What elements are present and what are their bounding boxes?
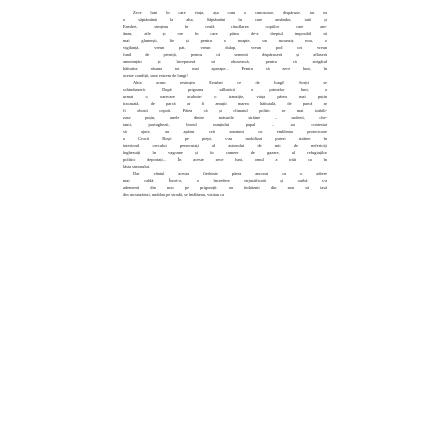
- text-line: a Crucii Roșii pe piept, s-au mobilizat puteri străine în: [123, 136, 327, 141]
- paragraph: [123, 79, 327, 170]
- text-line: să ajute, au apărut ceii anonimi cu emblema protectoare: [123, 129, 327, 134]
- text-line: schimbaseră. După prigoana sălbatică a primelor luni, a: [123, 87, 327, 92]
- text-line: Abia acum resimțea Ernsbet ce de lungi! Sorții se: [133, 80, 327, 85]
- text-line: mai glumești, fie și pentru o noapte, un ascunziș nou, o: [123, 38, 327, 43]
- text-line: o săptămână la alta. Săptămâni în care amândoi, tată și: [123, 17, 327, 22]
- text-line: aceste condiții, sunt extrem de lungi!: [123, 73, 188, 78]
- text-line: Zece luni în care viața, așa cum o cunoscuse, dispăruse, iar ea: [133, 10, 327, 15]
- text-line: fi obosit copoii. Pătea că și climatul politic se mai stabili-: [123, 108, 327, 113]
- text-line: zase puțin, unele dintre măsurile străine – sudezii, che-: [123, 115, 327, 120]
- text-line: fund de pivniță, pentru că semenii dispăruseră și aflaseră: [123, 52, 327, 57]
- text-line: interiorul cercului persecutați al autorului de mii de nefericiți: [123, 143, 327, 148]
- text-line: ânau, zile și ore în care pătea de-a dreptul imposibil să: [123, 31, 327, 36]
- body-text: [123, 9, 327, 198]
- text-line: lăsia simurului.: [123, 164, 151, 169]
- text-line: din ascunzători, umblau pe stradă, se întâlneau, vizitau ca: [123, 192, 225, 197]
- text-line: înghesuiți în vagoane și în camere de gazare, al refugiaților: [123, 150, 327, 155]
- text-line: hăituitor răsuna tot mai aproape... Pentru că zece luni, în: [123, 66, 327, 71]
- text-line: urmat o oarecare acalmie: o tranziție, viața părea mai puțin: [123, 94, 327, 99]
- text-line: tanii, portughezii, biroul nunțiului papal – au contestat: [123, 122, 327, 127]
- text-line: Ernsbet, simțeau în ceafă răsuflarea copiilor care am-: [123, 24, 327, 29]
- text-line: tracasată, de parcă ar fi amuțit marea hăituială, de parcă ar: [123, 101, 327, 106]
- text-line: vigilanță, vreun pat, vreun dulap, vreun pod ori vreun: [123, 45, 327, 50]
- text-line: politici deportați... În aceste zece luni, omul a trăit ca în: [123, 157, 327, 162]
- text-line: ademenit din nou pe prigoniții: au îndrăznit din nou să iasă: [123, 185, 327, 190]
- text-line: Dar vântul acesta fierbinte părea ancorat cu o adiere: [133, 171, 327, 176]
- paragraph: [123, 170, 327, 198]
- paragraph: [123, 9, 327, 79]
- text-line: amenințări și începuseră să obosească, pentru că strigătul: [123, 59, 327, 64]
- text-line: mai caldă. Încet-o, o încredere nejustificată și oarbă s-a: [123, 178, 327, 183]
